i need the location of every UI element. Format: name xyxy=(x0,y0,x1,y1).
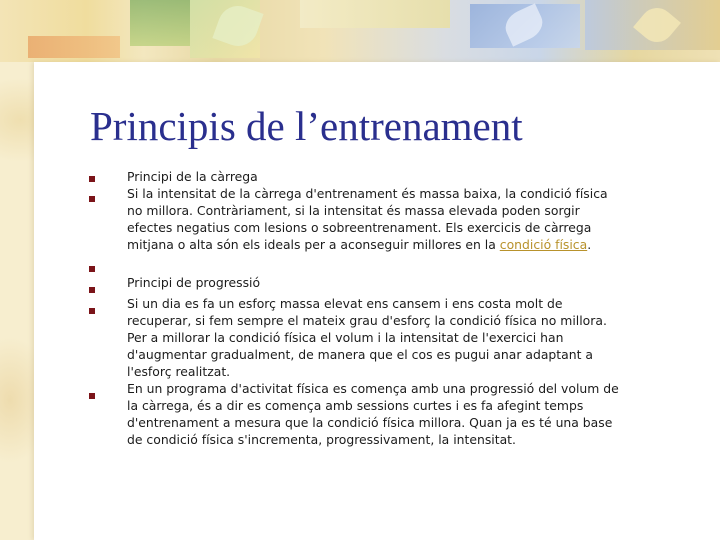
body-line: de condició física s'incrementa, progressivament, la intensitat. xyxy=(127,432,516,447)
banner-block-orange xyxy=(28,36,120,58)
slide-body xyxy=(127,168,691,448)
bullet-icon xyxy=(89,308,95,314)
body-line: efectes negatius com lesions o sobreentrenament. Els exercicis de càrrega xyxy=(127,220,592,235)
bullet-icon xyxy=(89,393,95,399)
body-line-end: . xyxy=(587,237,592,252)
body-line: no millora. Contràriament, si la intensitat és massa elevada poden sorgir xyxy=(127,203,580,218)
bullet-icon xyxy=(89,176,95,182)
decorative-banner xyxy=(0,0,720,62)
bullet-icon xyxy=(89,196,95,202)
physical-condition-link[interactable]: condició física xyxy=(499,237,588,252)
body-line: En un programa d'activitat física es comença amb una progressió del volum de xyxy=(127,381,619,396)
body-line: Si un dia es fa un esforç massa elevat ens cansem i ens costa molt de xyxy=(127,296,563,311)
banner-block-cream xyxy=(300,0,450,28)
slide-title: Principis de l’entrenament xyxy=(90,103,523,149)
empty-bullet-line xyxy=(127,253,691,270)
body-line xyxy=(127,236,691,253)
bullet-icon xyxy=(89,266,95,272)
body-line-text: mitjana o alta són els ideals per a aconseguir millores en la xyxy=(127,237,500,252)
body-line: recuperar, si fem sempre el mateix grau d'esforç la condició física no millora. xyxy=(127,313,607,328)
bullet-icon xyxy=(89,287,95,293)
body-line: d'entrenament a mesura que la condició física millora. Quan ja es té una base xyxy=(127,415,613,430)
banner-block-green xyxy=(130,0,190,46)
section-heading-load: Principi de la càrrega xyxy=(127,169,258,184)
section-heading-progression: Principi de progressió xyxy=(127,275,261,290)
body-line: Si la intensitat de la càrrega d'entrenament és massa baixa, la condició física xyxy=(127,186,608,201)
body-line: l'esforç realitzat. xyxy=(127,364,231,379)
body-line: d'augmentar gradualment, de manera que el cos es pugui anar adaptant a xyxy=(127,347,593,362)
body-line: Per a millorar la condició física el volum i la intensitat de l'exercici han xyxy=(127,330,564,345)
body-line: la càrrega, és a dir es comença amb sessions curtes i es fa afegint temps xyxy=(127,398,584,413)
